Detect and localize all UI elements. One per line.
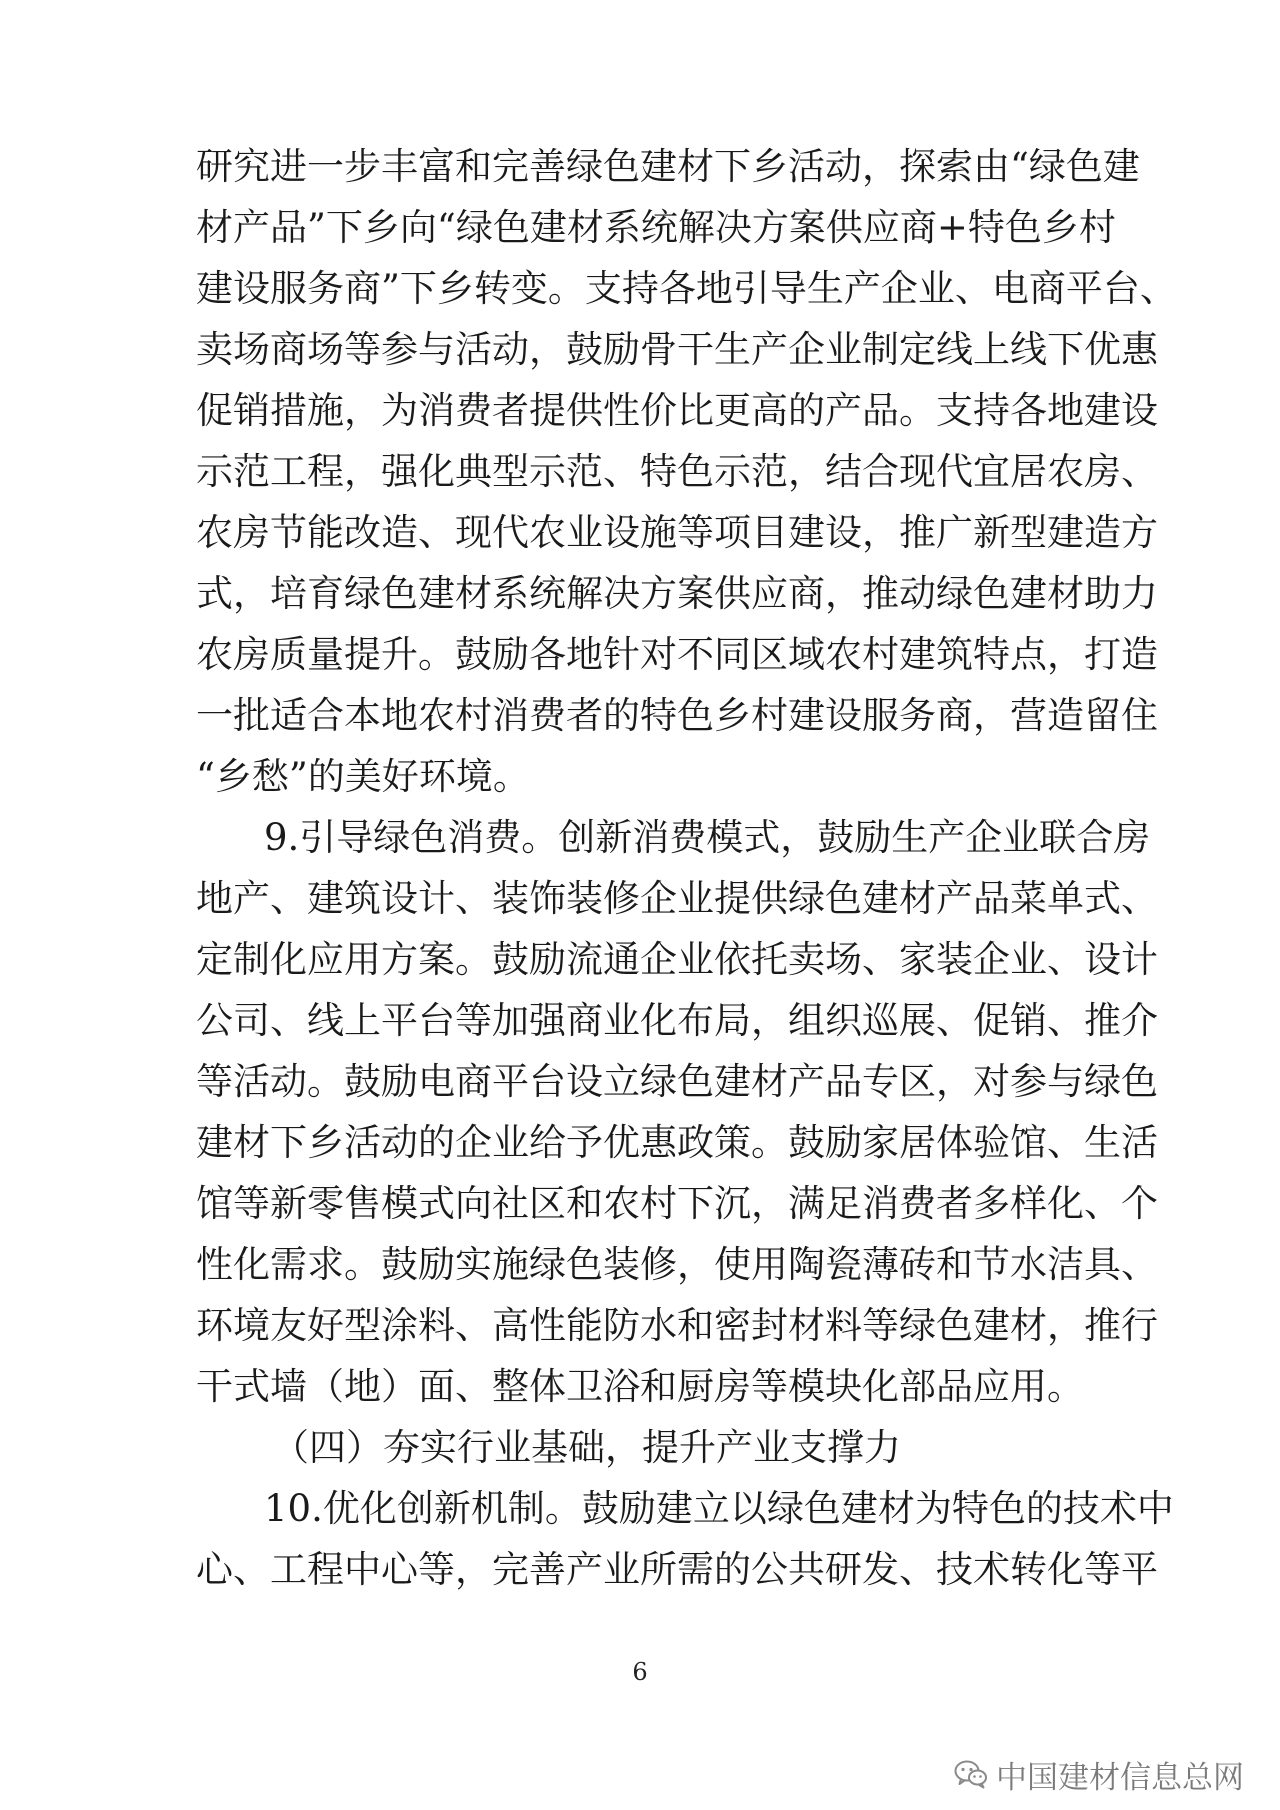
watermark	[954, 1756, 1244, 1796]
paragraph-9-first-line: 9.引导绿色消费。创新消费模式，鼓励生产企业联合房	[264, 816, 1151, 859]
body-text-line: 一批适合本地农村消费者的特色乡村建设服务商，营造留住	[196, 694, 1158, 737]
body-text-line: 馆等新零售模式向社区和农村下沉，满足消费者多样化、个	[196, 1182, 1158, 1225]
section-heading: （四）夯实行业基础，提升产业支撑力	[272, 1426, 901, 1469]
body-text-line: 建设服务商”下乡转变。支持各地引导生产企业、电商平台、	[196, 267, 1177, 310]
body-text-line: 式，培育绿色建材系统解决方案供应商，推动绿色建材助力	[196, 572, 1158, 615]
body-text-line: 环境友好型涂料、高性能防水和密封材料等绿色建材，推行	[196, 1304, 1158, 1347]
body-text-line: 性化需求。鼓励实施绿色装修，使用陶瓷薄砖和节水洁具、	[196, 1243, 1158, 1286]
body-text-line: 定制化应用方案。鼓励流通企业依托卖场、家装企业、设计	[196, 938, 1158, 981]
body-text-line: 示范工程，强化典型示范、特色示范，结合现代宜居农房、	[196, 450, 1158, 493]
wechat-icon	[954, 1759, 988, 1789]
body-text-line: 农房质量提升。鼓励各地针对不同区域农村建筑特点，打造	[196, 633, 1158, 676]
body-text-line: 心、工程中心等，完善产业所需的公共研发、技术转化等平	[196, 1548, 1158, 1591]
watermark-text: 中国建材信息总网	[996, 1759, 1244, 1796]
body-text-line: 研究进一步丰富和完善绿色建材下乡活动，探索由“绿色建	[196, 145, 1140, 188]
body-text-line: 卖场商场等参与活动，鼓励骨干生产企业制定线上线下优惠	[196, 328, 1158, 371]
body-text-line: 促销措施，为消费者提供性价比更高的产品。支持各地建设	[196, 389, 1158, 432]
body-text-line: 农房节能改造、现代农业设施等项目建设，推广新型建造方	[196, 511, 1158, 554]
body-text-line: 建材下乡活动的企业给予优惠政策。鼓励家居体验馆、生活	[196, 1121, 1158, 1164]
body-text-line: 材产品”下乡向“绿色建材系统解决方案供应商+特色乡村	[196, 206, 1116, 249]
body-text-line: 公司、线上平台等加强商业化布局，组织巡展、促销、推介	[196, 999, 1158, 1042]
body-text-line: 等活动。鼓励电商平台设立绿色建材产品专区，对参与绿色	[196, 1060, 1158, 1103]
page-number: 6	[632, 1658, 648, 1686]
paragraph-10-first-line: 10.优化创新机制。鼓励建立以绿色建材为特色的技术中	[264, 1487, 1174, 1530]
body-text-line: 干式墙（地）面、整体卫浴和厨房等模块化部品应用。	[196, 1365, 1084, 1408]
body-text-line: “乡愁”的美好环境。	[196, 755, 530, 798]
body-text-line: 地产、建筑设计、装饰装修企业提供绿色建材产品菜单式、	[196, 877, 1158, 920]
